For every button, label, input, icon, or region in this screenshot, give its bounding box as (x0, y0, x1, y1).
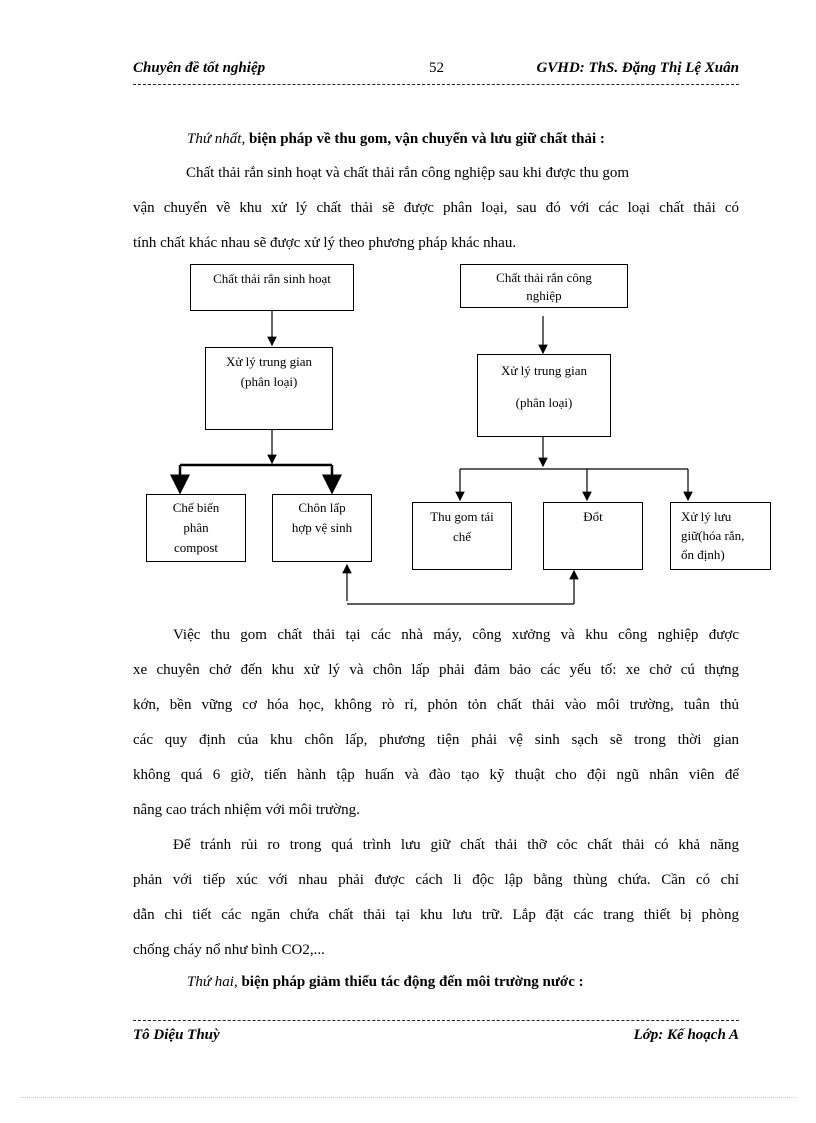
paragraph-2 (133, 618, 739, 828)
paragraph-2-line: kớn, bền vững cơ hóa học, không rò rỉ, phỏn tỏn chất thải vào môi trường, tuân thủ (133, 697, 739, 713)
heading-2-lead: Thứ hai, (187, 974, 238, 990)
section-heading-2 (187, 974, 584, 991)
box-storage-label-2: giữ(hóa rắn, (681, 528, 745, 543)
paragraph-3-line: Để tránh rủi ro trong quá trình lưu giữ chất thải thỡ cỏc chất thải có khả năng (173, 837, 739, 853)
paragraph-1-line: Chất thải rắn sinh hoạt và chất thải rắn công nghiệp sau khi được thu gom (186, 165, 630, 181)
footer-author: Tô Diệu Thuỳ (133, 1027, 220, 1043)
paragraph-2-line: không quá 6 giờ, tiến hành tập huấn và đào tạo kỹ thuật cho đội ngũ nhân viên để (133, 767, 739, 783)
heading-1-title: biện pháp về thu gom, vận chuyển và lưu giữ chất thải : (245, 131, 605, 147)
box-domestic-waste (190, 264, 354, 311)
box-intermediate-left (205, 347, 333, 430)
paragraph-3-line: phản với tiếp xúc với nhau phải được cách li độc lập bằng thùng chứa. Cần có chỉ (133, 872, 739, 888)
header-title: Chuyên đề tốt nghiệp (133, 60, 266, 76)
paragraph-3-line: dẫn chi tiết các ngăn chứa chất thải tại khu lưu trữ. Lắp đặt các trang thiết bị phòng (133, 907, 739, 923)
box-storage-label-3: ổn định) (681, 547, 725, 562)
paragraph-3 (133, 828, 739, 968)
box-storage-label-1: Xử lý lưu (681, 509, 732, 524)
heading-1-lead: Thứ nhất, (187, 131, 246, 147)
paragraph-2-line: nâng cao trách nhiệm với môi trường. (133, 802, 360, 818)
paragraph-1-line: tính chất khác nhau sẽ được xử lý theo phương pháp khác nhau. (133, 235, 517, 251)
paragraph-3-line: chống cháy nổ như bình CO2,... (133, 942, 325, 958)
box-compost-label-1: Chế biến (172, 500, 220, 515)
box-landfill-label-1: Chôn lấp (298, 500, 346, 515)
box-compost-label-3: compost (173, 540, 219, 555)
box-landfill-label-2: hợp vệ sinh (291, 520, 353, 535)
box-burn-label: Đốt (583, 509, 603, 524)
box-burn (543, 502, 643, 570)
box-compost-label-2: phân (183, 520, 209, 535)
header-advisor: GVHD: ThS. Đặng Thị Lệ Xuân (536, 60, 739, 76)
page-edge (20, 1097, 796, 1098)
box-compost (146, 494, 246, 562)
heading-2-title: biện pháp giảm thiểu tác động đến môi trường nước : (237, 974, 584, 990)
box-storage (670, 502, 771, 570)
footer-rule (133, 1020, 739, 1021)
box-mid-left-label-1: Xử lý trung gian (225, 354, 313, 369)
box-industrial-waste (460, 264, 628, 308)
box-recycle-label-2: chế (452, 529, 472, 544)
box-industrial-label-2: nghiệp (526, 288, 562, 303)
box-domestic-label: Chất thải rắn sinh hoạt (213, 271, 331, 286)
box-mid-left-label-2: (phân loại) (240, 374, 298, 389)
page-number: 52 (429, 60, 444, 76)
box-mid-right-label-1: Xử lý trung gian (500, 363, 588, 378)
footer-class: Lớp: Kế hoạch A (633, 1027, 739, 1043)
paragraph-2-line: các quy định của khu chôn lấp, phương tiện phải vệ sinh sạch sẽ trong thời gian (133, 732, 739, 748)
box-recycle (412, 502, 512, 570)
box-mid-right-label-2: (phân loại) (515, 395, 573, 410)
paragraph-1-line: vận chuyển về khu xử lý chất thải sẽ được phân loại, sau đó với các loại chất thải có (133, 200, 739, 216)
box-landfill (272, 494, 372, 562)
box-recycle-label-1: Thu gom tái (430, 509, 494, 524)
box-intermediate-right (477, 354, 611, 437)
paragraph-2-line: Việc thu gom chất thải tại các nhà máy, công xưởng và khu công nghiệp được (173, 627, 739, 643)
paragraph-2-line: xe chuyên chở đến khu xử lý và chôn lấp phải đảm bảo các yếu tố: xe chở cú thựng (133, 662, 739, 678)
box-industrial-label-1: Chất thải rắn công (496, 270, 592, 285)
